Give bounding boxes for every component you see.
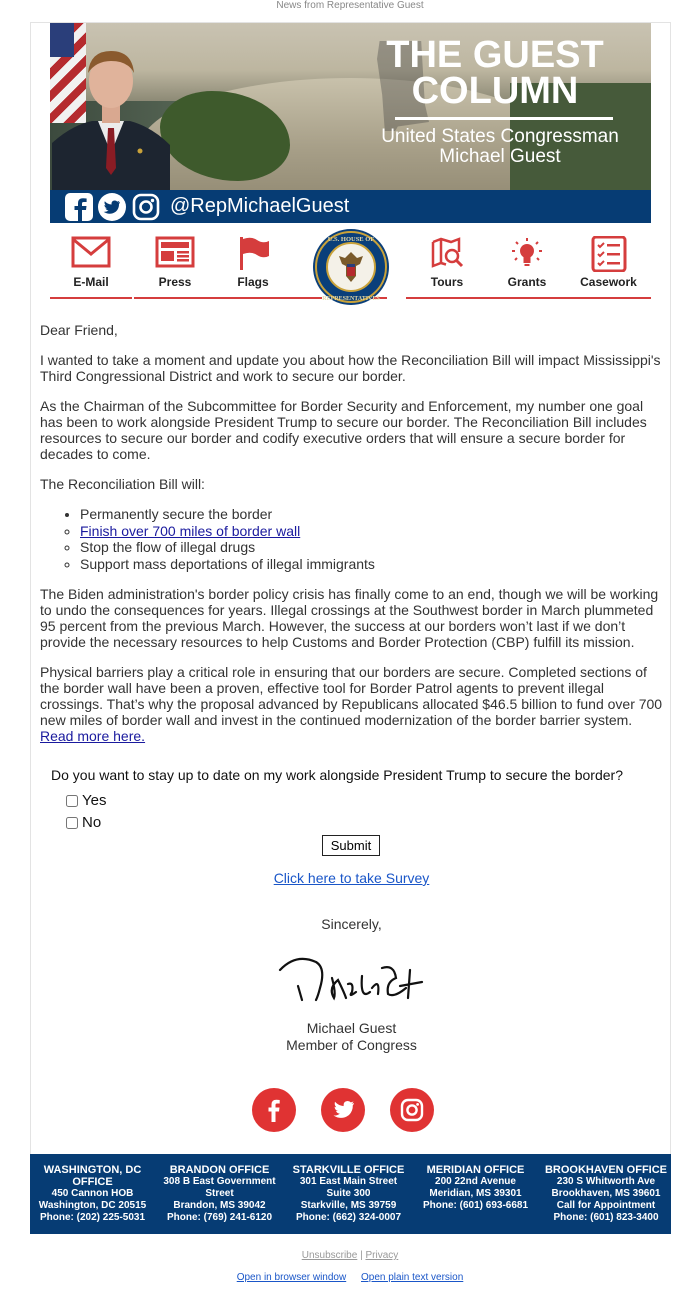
nav-press[interactable]: Press [134, 226, 216, 301]
social-bar [50, 190, 651, 223]
survey-link[interactable]: Click here to take Survey [273, 870, 430, 886]
social-handle[interactable]: @RepMichaelGuest [170, 195, 350, 217]
column-subtitle: United States Congressman Michael Guest [381, 126, 619, 167]
office-starkville: STARKVILLE OFFICE 301 East Main Street Suite 300 Starkville, MS 39759 Phone: (662) 324-0007 [292, 1164, 405, 1223]
checklist-icon [589, 236, 629, 272]
survey-option-no[interactable]: No [66, 814, 101, 831]
footer-twitter-button[interactable] [321, 1088, 365, 1132]
paragraph-2: As the Chairman of the Subcommittee for Border Security and Enforcement, my number one goal has been to work alongside President Trump to secure our border. The Reconciliation Bill includes resources to secure our border and codify executive orders that will ensure a secure border for decades to come. [40, 398, 647, 462]
privacy-link[interactable]: Privacy [365, 1250, 399, 1261]
instagram-icon[interactable] [132, 193, 160, 221]
paragraph-1: I wanted to take a moment and update you about how the Reconciliation Bill will impact Mississippi's Third Congressional District and work to secure our border. [40, 352, 661, 384]
facebook-icon[interactable] [65, 193, 93, 221]
paragraph-4: The Biden administration's border policy crisis has finally come to an end, though we will be working to undo the consequences for years. Illegal crossings at the Southwest border in March plummeted 95 percent from the previous March. However, the success at our borders won’t last if we don’t provide the necessary resources to help Customs and Border Protection (CBP) fulfill its mission. [40, 586, 659, 650]
footer-links: Unsubscribe | Privacy [301, 1250, 399, 1261]
office-meridian: MERIDIAN OFFICE 200 22nd Avenue Meridian, MS 39301 Phone: (601) 693-6681 [422, 1164, 529, 1211]
bill-list [80, 506, 665, 572]
lightbulb-icon [507, 236, 547, 270]
read-more-link[interactable]: Read more here. [40, 728, 146, 744]
twitter-icon [331, 1098, 355, 1122]
unsubscribe-link[interactable]: Unsubscribe [301, 1250, 358, 1261]
sincerely: Sincerely, [321, 916, 382, 932]
column-title: THE GUEST COLUMN [386, 34, 604, 112]
flag-icon [233, 236, 273, 270]
nav-email[interactable]: E-Mail [50, 226, 132, 301]
footer-facebook-button[interactable] [252, 1088, 296, 1132]
paragraph-3: The Reconciliation Bill will: [40, 476, 205, 492]
open-browser-link[interactable]: Open in browser window [236, 1272, 347, 1283]
list-item: • Permanently secure the border [80, 506, 665, 523]
congressman-portrait [52, 33, 170, 195]
list-item: ◦ Support mass deportations of illegal immigrants [80, 556, 665, 573]
service-nav [50, 226, 651, 301]
no-checkbox[interactable] [66, 817, 78, 829]
office-bar [30, 1154, 671, 1234]
survey-question: Do you want to stay up to date on my work alongside President Trump to secure the border? [51, 767, 623, 783]
signer-title: Member of Congress [286, 1037, 417, 1053]
letter-body [40, 322, 665, 758]
signature-image [276, 948, 426, 1003]
border-wall-link[interactable]: Finish over 700 miles of border wall [80, 522, 301, 539]
open-plain-link[interactable]: Open plain text version [361, 1272, 464, 1283]
facebook-icon [262, 1098, 286, 1122]
paragraph-5: Physical barriers play a critical role in ensuring that our borders are secure. Completed sections of the border wall have been a proven, effective tool for Border Patrol agents to prevent illegal crossings. That’s why the proposal advanced by Republicans allocated $46.5 billion to fund over 700 new miles of border wall and invest in the continued modernization of the border barrier system. Read more here. [40, 664, 663, 744]
office-washington: WASHINGTON, DC OFFICE 450 Cannon HOB Washington, DC 20515 Phone: (202) 225-5031 [38, 1164, 147, 1223]
svg-text:REPRESENTATIVES: REPRESENTATIVES [322, 296, 380, 302]
email-card [30, 22, 671, 1234]
survey-link-row [31, 870, 672, 886]
view-options [0, 1272, 700, 1283]
map-search-icon [427, 236, 467, 270]
instagram-icon [400, 1098, 424, 1122]
envelope-icon [71, 236, 111, 268]
submit-button[interactable]: Submit [322, 835, 380, 856]
header-banner [50, 23, 651, 223]
survey-option-yes[interactable]: Yes [66, 792, 106, 809]
signer-name: Michael Guest [306, 1020, 397, 1036]
yes-checkbox[interactable] [66, 795, 78, 807]
newspaper-icon [155, 236, 195, 268]
list-item: ◦ Stop the flow of illegal drugs [80, 539, 665, 556]
office-brandon: BRANDON OFFICE 308 B East Government Street Brandon, MS 39042 Phone: (769) 241-6120 [163, 1164, 276, 1223]
list-item [80, 523, 665, 540]
greeting: Dear Friend, [40, 322, 118, 338]
signer-block [31, 1020, 672, 1054]
footer-instagram-button[interactable] [390, 1088, 434, 1132]
nav-flags[interactable]: Flags [212, 226, 294, 301]
nav-grants[interactable]: Grants [486, 226, 568, 301]
house-seal-icon [312, 228, 390, 306]
nav-casework[interactable]: Casework [566, 226, 651, 301]
office-brookhaven: BROOKHAVEN OFFICE 230 S Whitworth Ave Brookhaven, MS 39601 Call for Appointment Phone: (601) 823-3400 [544, 1164, 668, 1223]
preheader: News from Representative Guest [276, 0, 424, 11]
nav-tours[interactable]: Tours [406, 226, 488, 301]
twitter-icon[interactable] [98, 193, 126, 221]
svg-text:U.S. HOUSE OF: U.S. HOUSE OF [327, 236, 375, 243]
